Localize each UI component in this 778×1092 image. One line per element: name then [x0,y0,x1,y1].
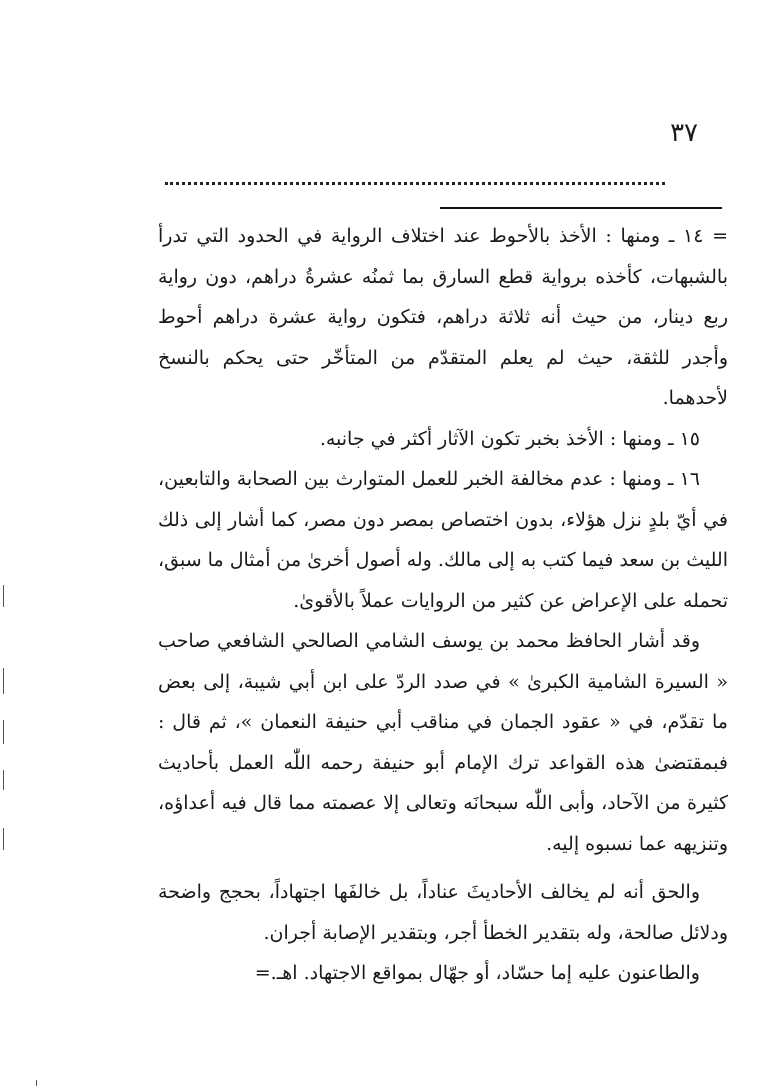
scan-mark [3,720,4,744]
paragraph-14: = ١٤ ـ ومنها : الأخذ بالأحوط عند اختلاف الرواية في الحدود التي تدرأ بالشبهات، كأخذه برواية قطع السارق بما ثمنُه عشرةُ دراهم، دون رواية ربع دينار، من حيث أنه ثلاثة دراهم، فتكون رواية عشرة دراهم أحوط وأجدر للثقة، حيث لم يعلم المتقدّم من المتأخّر حتى يحكم بالنسخ لأحدهما. [158,225,728,409]
paragraph-truth: والحق أنه لم يخالف الأحاديثَ عناداً، بل خالفَها اجتهاداً، بحجج واضحة ودلائل صالحة، وله بتقدير الخطأ أجر، وبتقدير الإصابة أجران. [158,881,728,944]
paragraph-critics: والطاعنون عليه إما حسّاد، أو جهّال بمواقع الاجتهاد. اهـ.= [254,962,700,984]
page-number: ٣٧ [670,118,698,148]
footnote-rule [440,207,722,209]
paragraph-16: ١٦ ـ ومنها : عدم مخالفة الخبر للعمل المتوارث بين الصحابة والتابعين، في أيّ بلدٍ نزل هؤلاء، بدون اختصاص بمصر دون مصر، كما أشار إلى ذلك الليث بن سعد فيما كتب به إلى مالك. وله أصول أخرىٰ من أمثال ما سبق، تحمله على الإعراض عن كثير من الروايات عملاً بالأقوىٰ. [158,468,728,612]
scan-mark [36,1080,37,1086]
body-text [158,216,728,994]
paragraph-shami-quote: وقد أشار الحافظ محمد بن يوسف الشامي الصالحي الشافعي صاحب « السيرة الشامية الكبرىٰ » في صدد الردّ على ابن أبي شيبة، إلى بعض ما تقدّم، في « عقود الجمان في مناقب أبي حنيفة النعمان »، ثم قال : فبمقتضىٰ هذه القواعد ترك الإمام أبو حنيفة رحمه اللّٰه العمل بأحاديث كثيرة من الآحاد، وأبى اللّٰه سبحانَه وتعالى إلا عصمته مما قال فيه أعداؤه، وتنزيهه عما نسبوه إليه. [158,630,728,855]
scan-mark [3,770,4,790]
paragraph-15: ١٥ ـ ومنها : الأخذ بخبر تكون الآثار أكثر في جانبه. [319,427,700,450]
scan-mark [3,668,4,694]
scan-mark [3,828,4,850]
scan-mark [3,585,4,607]
dotted-separator [165,182,665,185]
